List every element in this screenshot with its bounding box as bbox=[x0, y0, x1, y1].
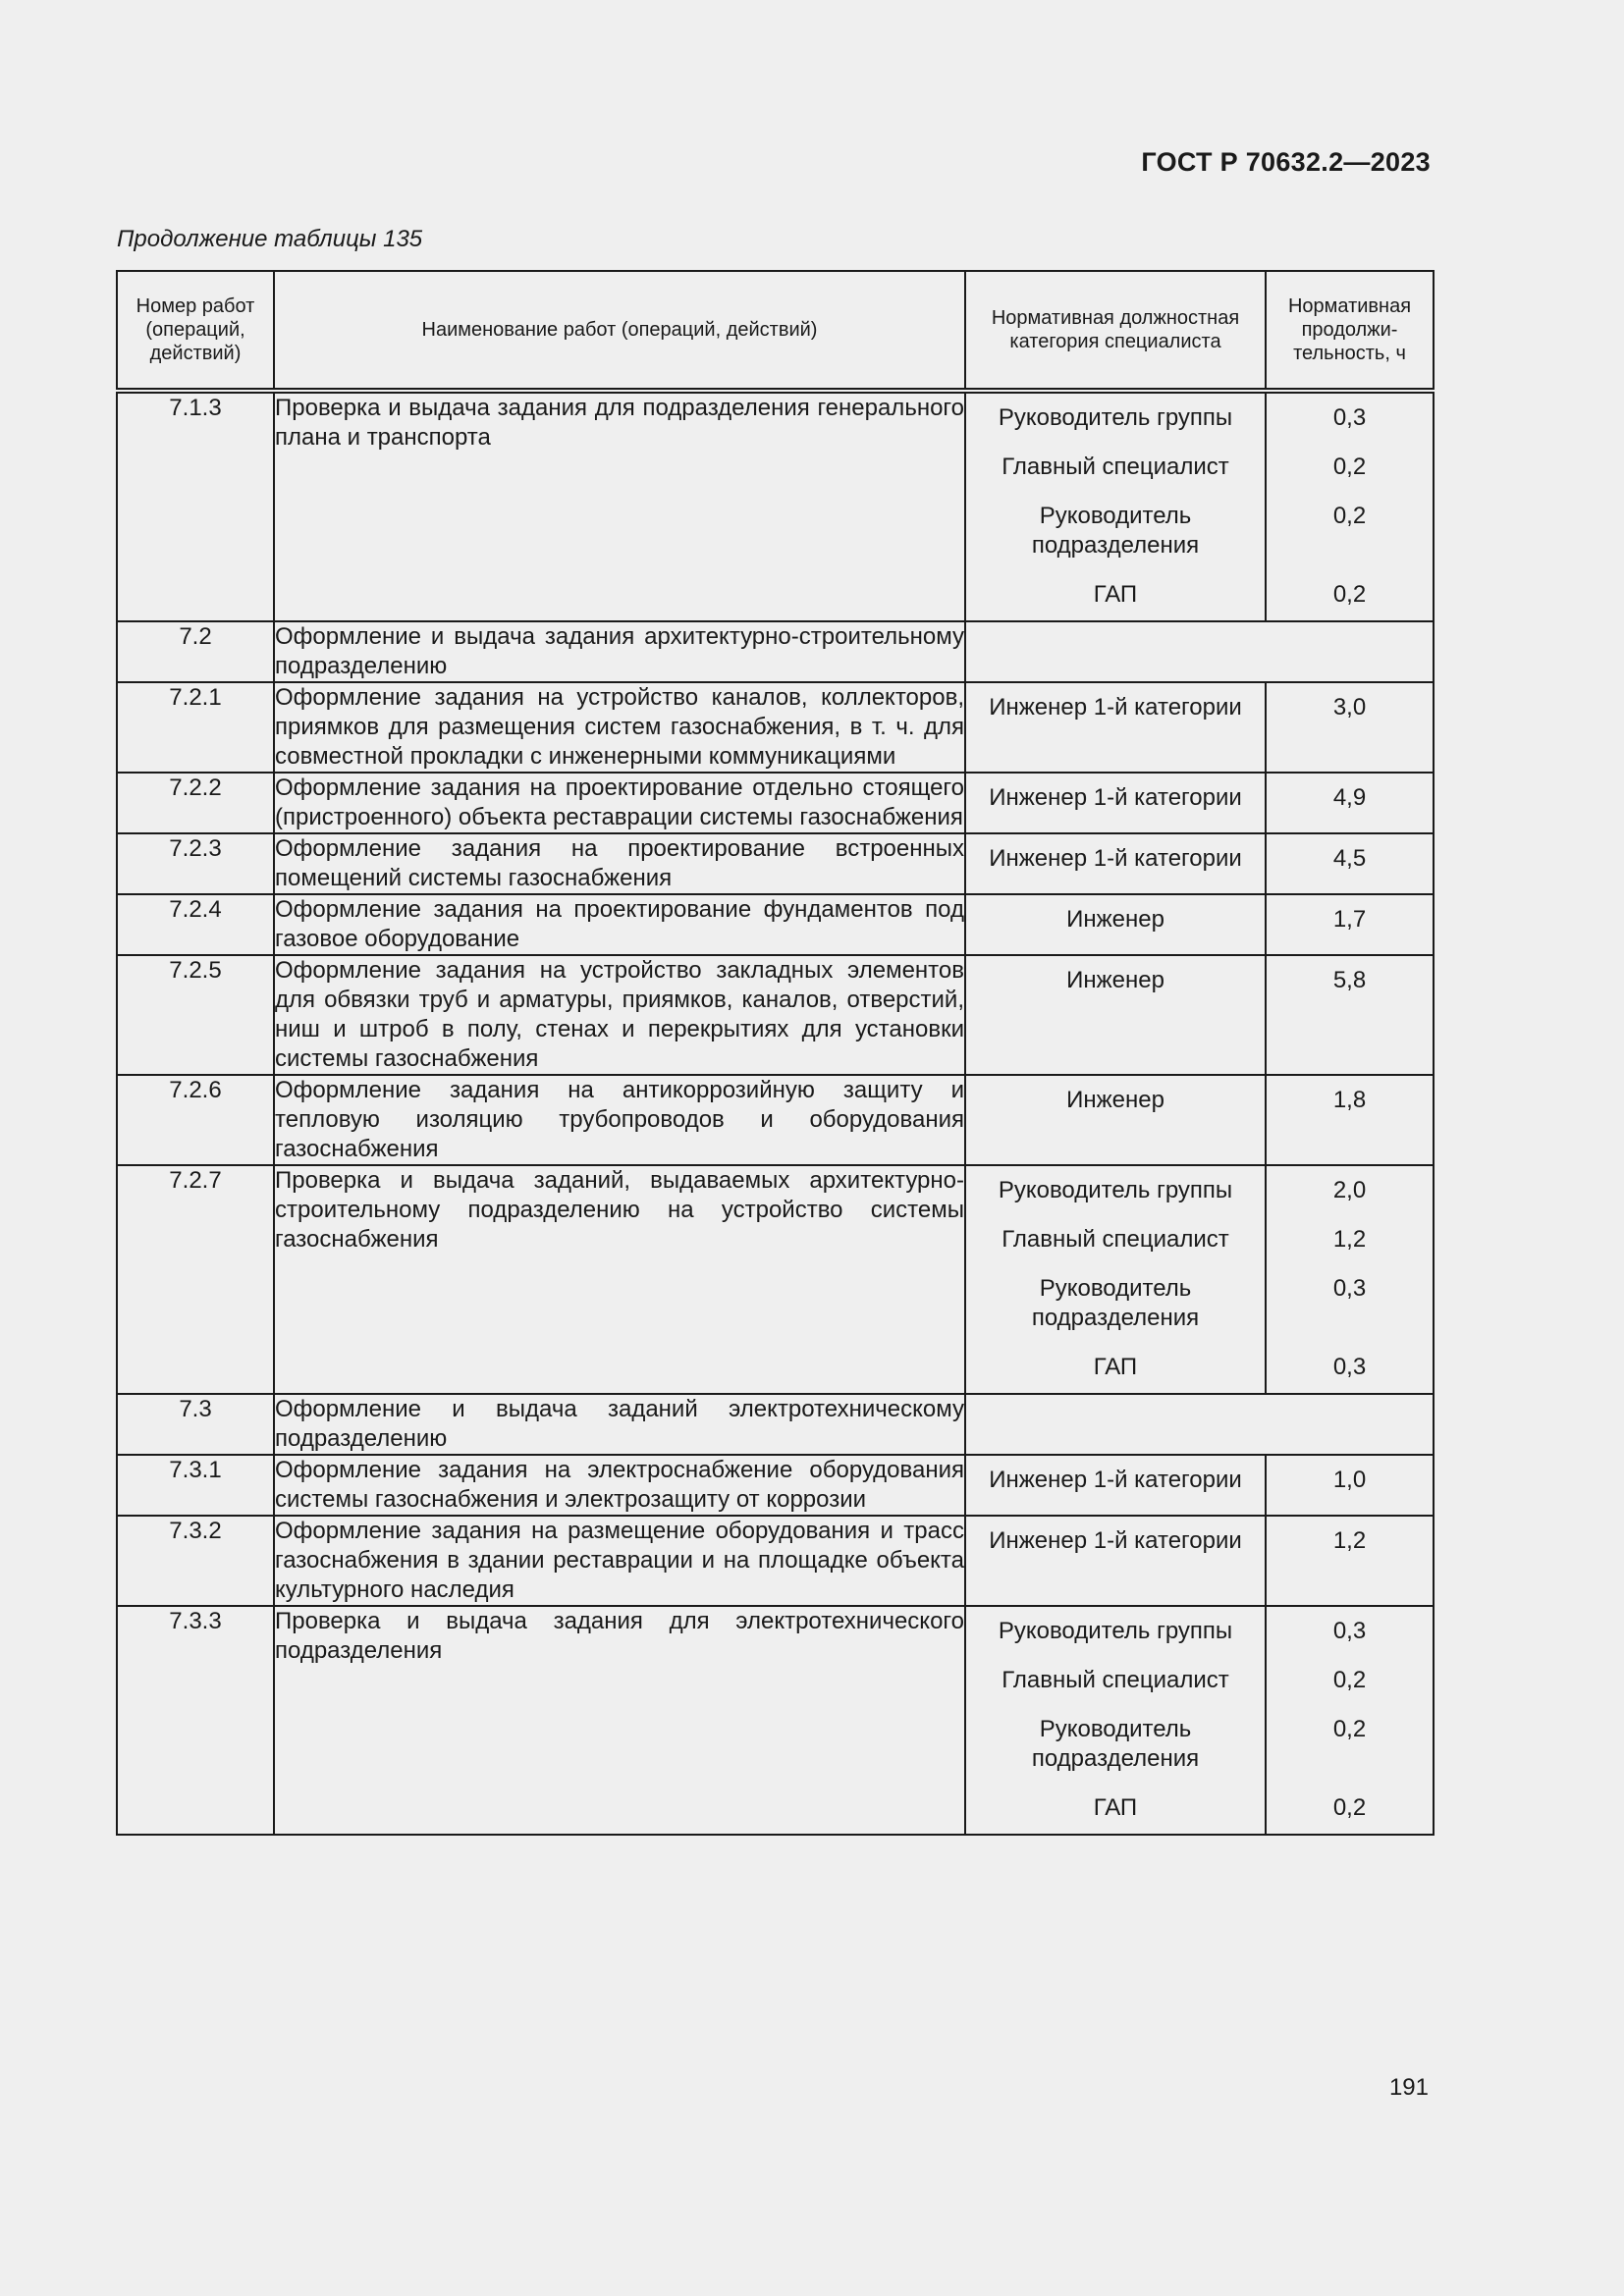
specialist-category: ГАП bbox=[1093, 581, 1138, 608]
work-norms-table bbox=[116, 270, 1435, 1836]
specialist-category: ГАП bbox=[1093, 1794, 1138, 1821]
duration-value: 1,8 bbox=[1332, 1087, 1367, 1113]
duration-value: 1,2 bbox=[1332, 1226, 1367, 1253]
specialist-category: Инженер 1-й категории bbox=[989, 694, 1242, 721]
duration-value: 0,2 bbox=[1332, 1794, 1367, 1821]
duration-cell bbox=[1266, 1455, 1434, 1516]
table-header-row bbox=[117, 271, 1434, 391]
duration-value: 4,9 bbox=[1332, 784, 1367, 811]
duration-value: 1,2 bbox=[1332, 1527, 1367, 1554]
table-row bbox=[117, 621, 1434, 682]
header-category: Нормативная должностная категория специалиста bbox=[965, 271, 1266, 391]
table-row bbox=[117, 894, 1434, 955]
work-number: 7.2.7 bbox=[117, 1165, 274, 1394]
specialist-category: Руководитель подразделения bbox=[1031, 1275, 1200, 1331]
specialist-category: Руководитель группы bbox=[998, 1177, 1233, 1203]
work-number: 7.3.2 bbox=[117, 1516, 274, 1606]
specialist-category-cell bbox=[965, 1606, 1266, 1835]
duration-cell bbox=[1266, 1606, 1434, 1835]
duration-value: 0,3 bbox=[1332, 1618, 1367, 1644]
work-number: 7.1.3 bbox=[117, 391, 274, 621]
duration-value: 0,2 bbox=[1332, 454, 1367, 480]
duration-cell bbox=[1266, 833, 1434, 894]
duration-value: 0,2 bbox=[1332, 1716, 1367, 1742]
table-row bbox=[117, 1394, 1434, 1455]
duration-cell bbox=[1266, 682, 1434, 773]
specialist-category: Руководитель подразделения bbox=[1031, 1716, 1200, 1772]
table-row bbox=[117, 1516, 1434, 1606]
work-name: Проверка и выдача задания для подразделения генерального плана и транспорта bbox=[274, 391, 965, 621]
document-code: ГОСТ Р 70632.2—2023 bbox=[1141, 147, 1431, 177]
work-name: Оформление задания на проектирование встроенных помещений системы газоснабжения bbox=[274, 833, 965, 894]
specialist-category: Инженер bbox=[1066, 906, 1164, 933]
specialist-category: Главный специалист bbox=[1001, 1226, 1229, 1253]
specialist-category-cell bbox=[965, 1075, 1266, 1165]
table-body bbox=[117, 391, 1434, 1835]
duration-value: 0,2 bbox=[1332, 1667, 1367, 1693]
specialist-category: Инженер bbox=[1066, 967, 1164, 993]
specialist-category: Инженер 1-й категории bbox=[989, 1467, 1242, 1493]
table-row bbox=[117, 1075, 1434, 1165]
work-number: 7.2.2 bbox=[117, 773, 274, 833]
table-row bbox=[117, 955, 1434, 1075]
table-row bbox=[117, 833, 1434, 894]
specialist-category-cell bbox=[965, 894, 1266, 955]
work-name: Оформление задания на устройство каналов, коллекторов, приямков для размещения систем газоснабжения, в т. ч. для совместной прокладки с инженерными коммуникациями bbox=[274, 682, 965, 773]
specialist-category: Главный специалист bbox=[1001, 454, 1229, 480]
duration-value: 0,2 bbox=[1332, 581, 1367, 608]
duration-value: 1,0 bbox=[1332, 1467, 1367, 1493]
duration-cell bbox=[1266, 1165, 1434, 1394]
work-number: 7.2.3 bbox=[117, 833, 274, 894]
table-row bbox=[117, 682, 1434, 773]
header-number: Номер работ (операций, действий) bbox=[117, 271, 274, 391]
work-number: 7.2 bbox=[117, 621, 274, 682]
work-number: 7.3.3 bbox=[117, 1606, 274, 1835]
duration-value: 0,3 bbox=[1332, 1275, 1367, 1302]
duration-cell bbox=[1266, 1516, 1434, 1606]
table-row bbox=[117, 1165, 1434, 1394]
duration-cell bbox=[1266, 773, 1434, 833]
page-number: 191 bbox=[1388, 2074, 1429, 2101]
work-number: 7.3.1 bbox=[117, 1455, 274, 1516]
header-name: Наименование работ (операций, действий) bbox=[274, 271, 965, 391]
header-duration: Нормативная продолжи-тельность, ч bbox=[1266, 271, 1434, 391]
work-number: 7.2.5 bbox=[117, 955, 274, 1075]
specialist-category: Руководитель группы bbox=[998, 404, 1233, 431]
work-number: 7.2.4 bbox=[117, 894, 274, 955]
work-number: 7.2.6 bbox=[117, 1075, 274, 1165]
duration-value: 4,5 bbox=[1332, 845, 1367, 872]
specialist-category: Главный специалист bbox=[1001, 1667, 1229, 1693]
table-caption: Продолжение таблицы 135 bbox=[117, 226, 423, 252]
specialist-category: Инженер bbox=[1066, 1087, 1164, 1113]
duration-cell bbox=[1266, 391, 1434, 621]
specialist-category-cell bbox=[965, 1516, 1266, 1606]
work-name: Проверка и выдача заданий, выдаваемых архитектурно-строительному подразделению на устройство системы газоснабжения bbox=[274, 1165, 965, 1394]
work-name: Оформление задания на проектирование фундаментов под газовое оборудование bbox=[274, 894, 965, 955]
duration-value: 5,8 bbox=[1332, 967, 1367, 993]
specialist-category: ГАП bbox=[1093, 1354, 1138, 1380]
work-name: Проверка и выдача задания для электротехнического подразделения bbox=[274, 1606, 965, 1835]
specialist-category-cell bbox=[965, 682, 1266, 773]
work-name: Оформление задания на устройство закладных элементов для обвязки труб и арматуры, приямков, каналов, отверстий, ниш и штроб в полу, стенах и перекрытиях для установки системы газоснабжения bbox=[274, 955, 965, 1075]
table-row bbox=[117, 1455, 1434, 1516]
duration-value: 0,3 bbox=[1332, 404, 1367, 431]
specialist-category-cell bbox=[965, 955, 1266, 1075]
duration-value: 0,2 bbox=[1332, 503, 1367, 529]
specialist-category: Руководитель подразделения bbox=[1031, 503, 1200, 559]
work-name: Оформление задания на проектирование отдельно стоящего (пристроенного) объекта реставрации системы газоснабжения bbox=[274, 773, 965, 833]
work-name: Оформление задания на размещение оборудования и трасс газоснабжения в здании реставрации и на площадке объекта культурного наследия bbox=[274, 1516, 965, 1606]
work-name: Оформление задания на электроснабжение оборудования системы газоснабжения и электрозащиту от коррозии bbox=[274, 1455, 965, 1516]
specialist-category-cell bbox=[965, 1455, 1266, 1516]
duration-value: 3,0 bbox=[1332, 694, 1367, 721]
work-name: Оформление и выдача задания архитектурно-строительному подразделению bbox=[274, 621, 965, 682]
empty-cell bbox=[965, 1394, 1434, 1455]
empty-cell bbox=[965, 621, 1434, 682]
table-row bbox=[117, 1606, 1434, 1835]
duration-value: 1,7 bbox=[1332, 906, 1367, 933]
specialist-category-cell bbox=[965, 1165, 1266, 1394]
work-name: Оформление задания на антикоррозийную защиту и тепловую изоляцию трубопроводов и оборудования газоснабжения bbox=[274, 1075, 965, 1165]
specialist-category-cell bbox=[965, 773, 1266, 833]
table-row bbox=[117, 773, 1434, 833]
table-row bbox=[117, 391, 1434, 621]
duration-cell bbox=[1266, 955, 1434, 1075]
specialist-category: Инженер 1-й категории bbox=[989, 845, 1242, 872]
specialist-category: Инженер 1-й категории bbox=[989, 1527, 1242, 1554]
specialist-category-cell bbox=[965, 833, 1266, 894]
specialist-category-cell bbox=[965, 391, 1266, 621]
duration-cell bbox=[1266, 894, 1434, 955]
work-name: Оформление и выдача заданий электротехническому подразделению bbox=[274, 1394, 965, 1455]
specialist-category: Инженер 1-й категории bbox=[989, 784, 1242, 811]
work-number: 7.2.1 bbox=[117, 682, 274, 773]
work-number: 7.3 bbox=[117, 1394, 274, 1455]
duration-value: 2,0 bbox=[1332, 1177, 1367, 1203]
specialist-category: Руководитель группы bbox=[998, 1618, 1233, 1644]
duration-value: 0,3 bbox=[1332, 1354, 1367, 1380]
duration-cell bbox=[1266, 1075, 1434, 1165]
